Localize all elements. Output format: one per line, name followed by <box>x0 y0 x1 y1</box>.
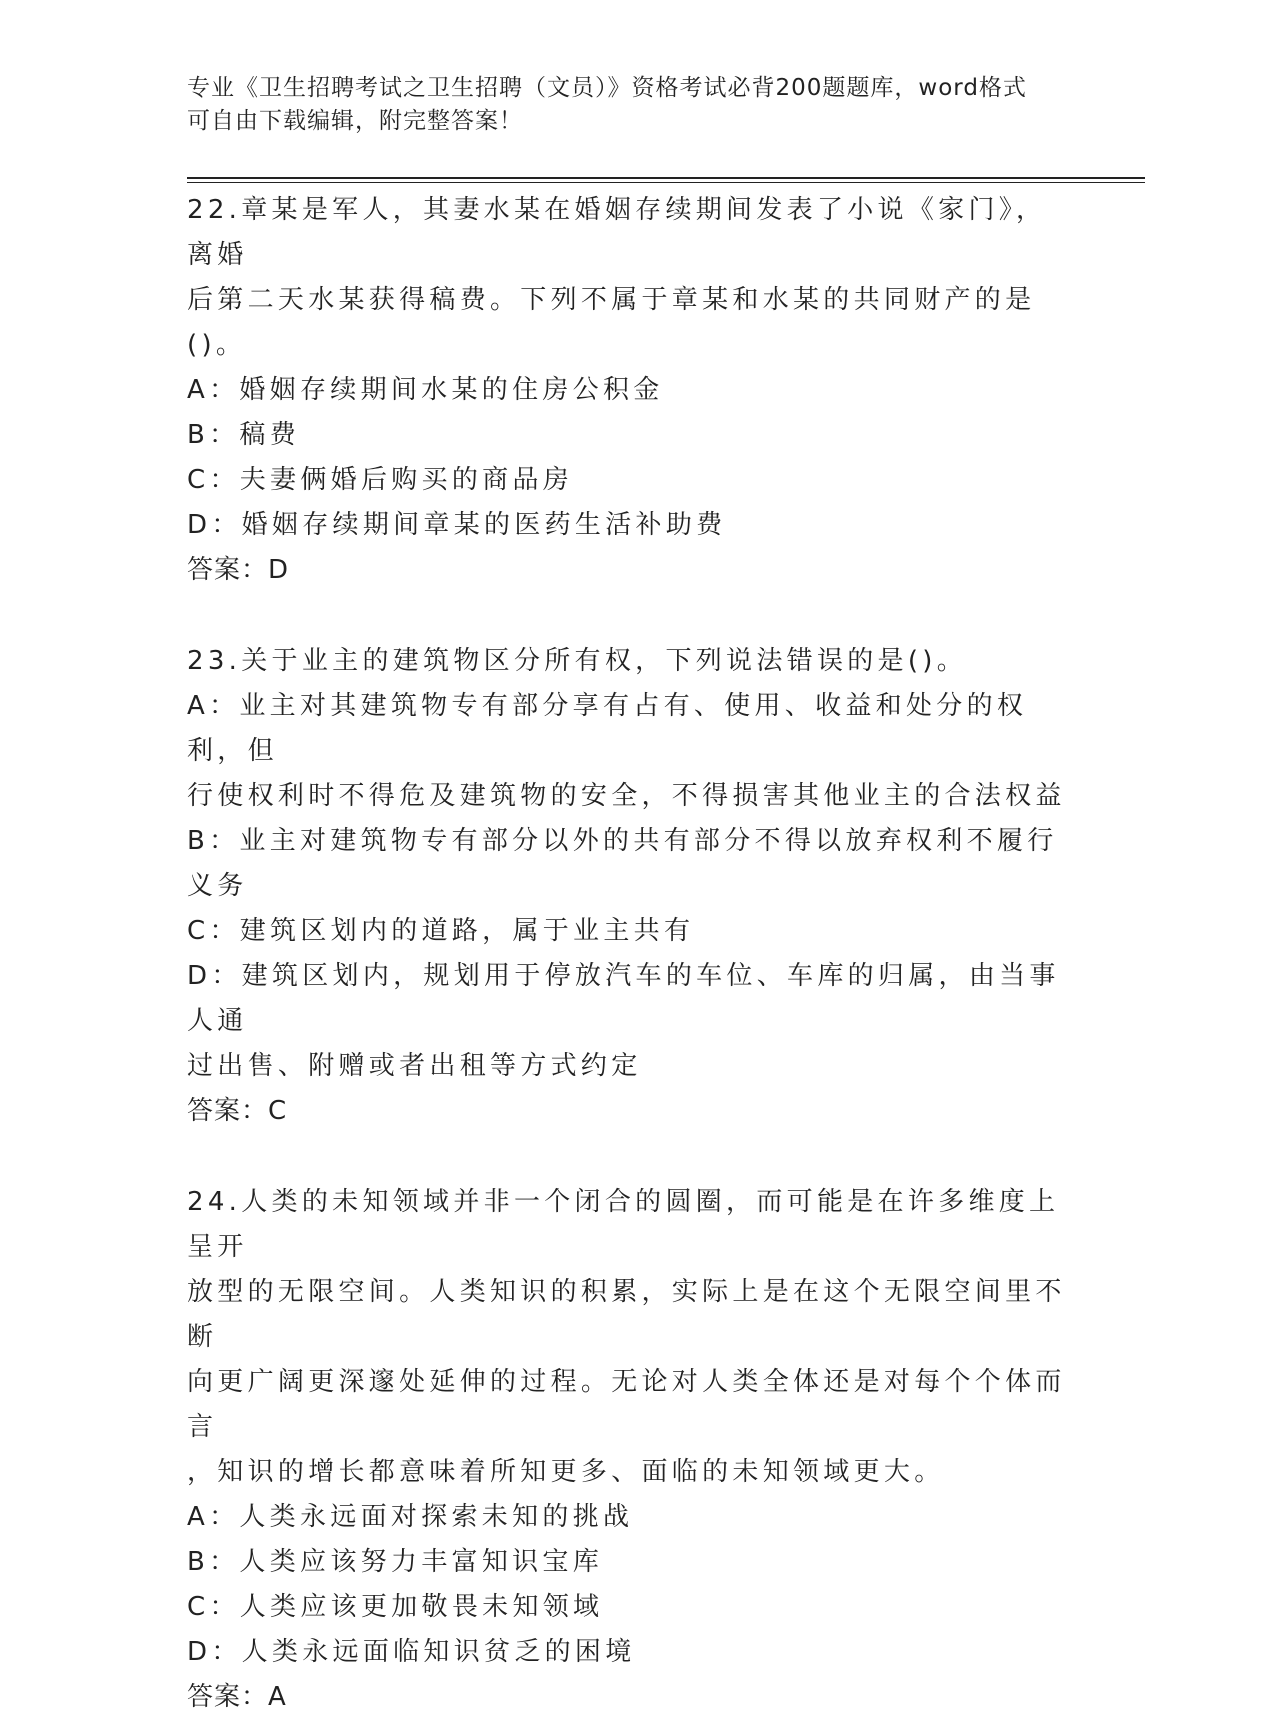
option-d-continued: 过出售、附赠或者出租等方式约定 <box>187 1051 642 1081</box>
question-stem-line: ，知识的增长都意味着所知更多、面临的未知领域更大。 <box>187 1457 945 1487</box>
option-a: A：业主对其建筑物专有部分享有占有、使用、收益和处分的权利，但 <box>187 691 1028 766</box>
option-b: B：业主对建筑物专有部分以外的共有部分不得以放弃权利不履行义务 <box>187 826 1058 901</box>
question-stem-line: 放型的无限空间。人类知识的积累，实际上是在这个无限空间里不断 <box>187 1277 1066 1352</box>
question-stem-line: 22.章某是军人，其妻水某在婚姻存续期间发表了小说《家门》，离婚 <box>187 195 1047 270</box>
question-stem-line: 23.关于业主的建筑物区分所有权，下列说法错误的是()。 <box>187 646 968 676</box>
question-stem-line: 向更广阔更深邃处延伸的过程。无论对人类全体还是对每个个体而言 <box>187 1367 1066 1442</box>
option-c: C：建筑区划内的道路，属于业主共有 <box>187 916 695 946</box>
option-c: C：人类应该更加敬畏未知领域 <box>187 1592 604 1622</box>
question-23 <box>187 639 1067 1134</box>
answer-line: 答案：D <box>187 555 290 585</box>
option-c: C：夫妻俩婚后购买的商品房 <box>187 465 574 495</box>
option-d: D：建筑区划内，规划用于停放汽车的车位、车库的归属，由当事人通 <box>187 961 1060 1036</box>
option-a-continued: 行使权利时不得危及建筑物的安全，不得损害其他业主的合法权益 <box>187 781 1066 811</box>
header-divider-thick <box>187 177 1145 179</box>
question-24 <box>187 1180 1067 1720</box>
question-list <box>187 188 1067 1720</box>
document-header <box>187 72 1067 138</box>
question-stem-line: 24.人类的未知领域并非一个闭合的圆圈，而可能是在许多维度上呈开 <box>187 1187 1060 1262</box>
question-22 <box>187 188 1067 593</box>
header-line-1: 专业《卫生招聘考试之卫生招聘（文员）》资格考试必背200题题库，word格式 <box>187 75 1027 101</box>
answer-line: 答案：C <box>187 1096 288 1126</box>
option-d: D：人类永远面临知识贫乏的困境 <box>187 1637 636 1667</box>
answer-line: 答案：A <box>187 1682 287 1712</box>
option-b: B：稿费 <box>187 420 301 450</box>
option-a: A：婚姻存续期间水某的住房公积金 <box>187 375 664 405</box>
header-line-2: 可自由下载编辑，附完整答案！ <box>187 108 523 134</box>
question-stem-line: 后第二天水某获得稿费。下列不属于章某和水某的共同财产的是()。 <box>187 285 1036 360</box>
option-a: A：人类永远面对探索未知的挑战 <box>187 1502 634 1532</box>
option-b: B：人类应该努力丰富知识宝库 <box>187 1547 604 1577</box>
header-divider-thin <box>187 182 1145 183</box>
option-d: D：婚姻存续期间章某的医药生活补助费 <box>187 510 727 540</box>
